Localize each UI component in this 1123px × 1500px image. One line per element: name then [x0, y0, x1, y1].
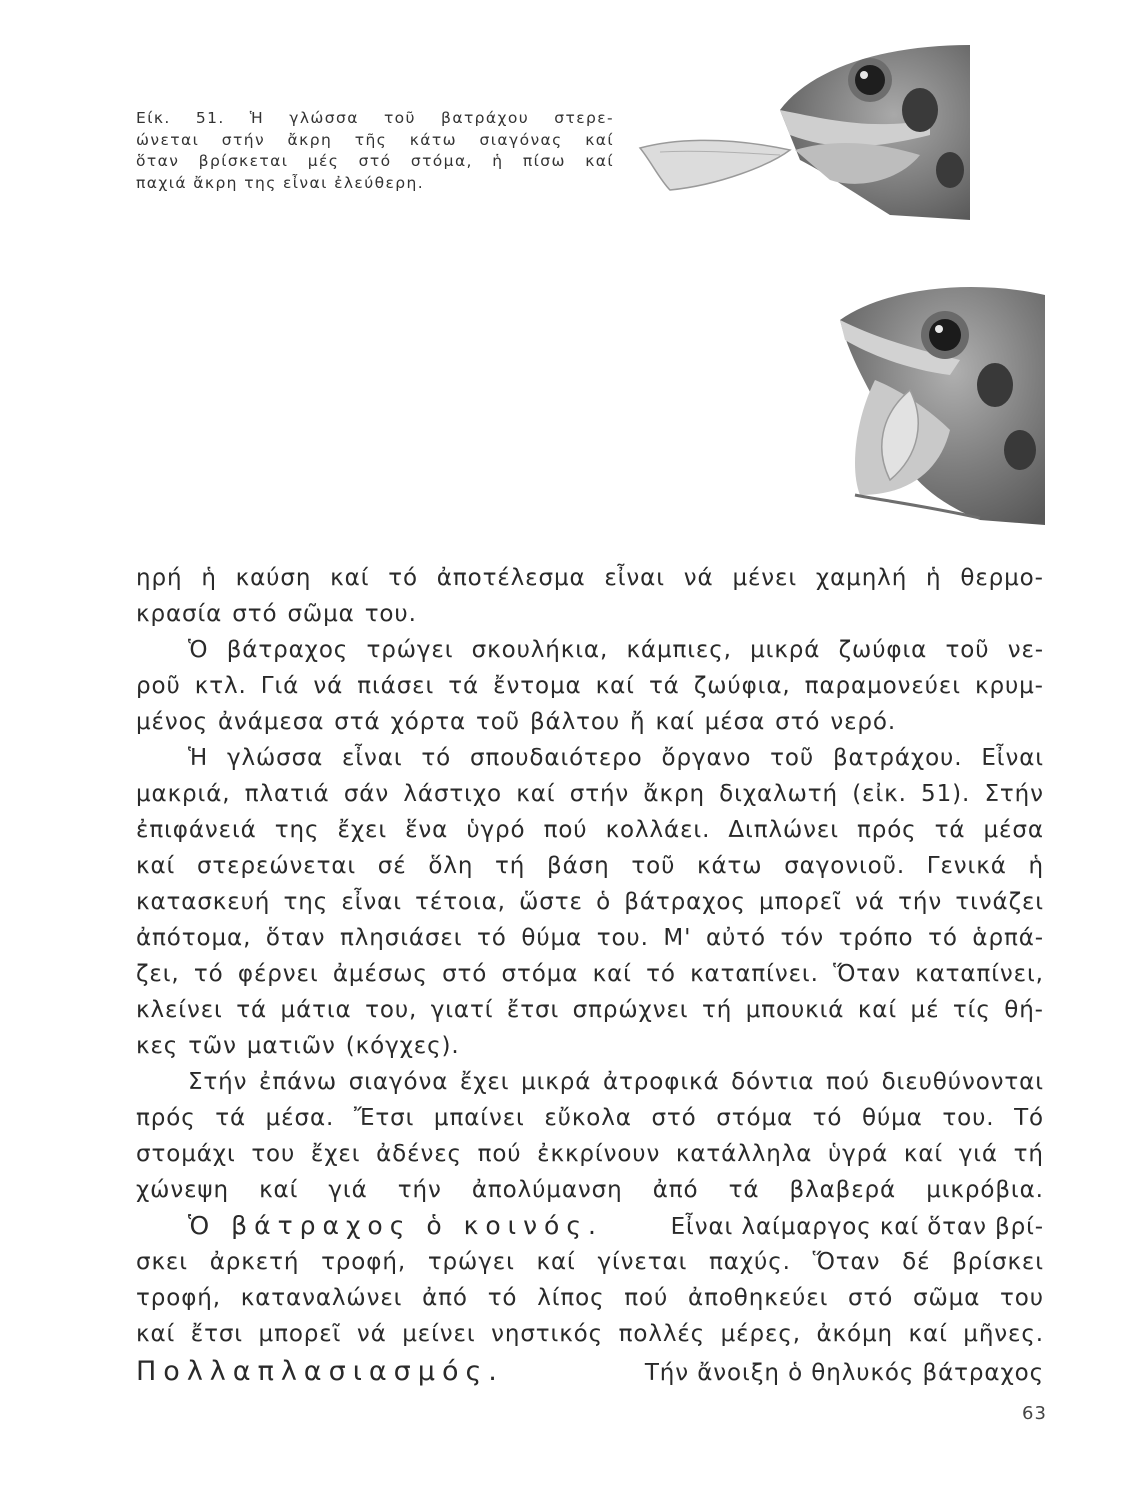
word: τρώγει	[427, 1249, 515, 1275]
word: μικρόβια.	[926, 1177, 1044, 1203]
text-fragment: Εἶναι λαίμαργος καί ὅταν βρί-	[670, 1214, 1044, 1240]
word: μπαίνει	[433, 1105, 525, 1131]
word: τό	[193, 961, 224, 987]
word: μικρά	[521, 1069, 592, 1095]
word: Μ'	[663, 925, 692, 951]
word: ὄργανο	[661, 745, 752, 771]
word: μέσα.	[265, 1105, 335, 1131]
word: τινάζει	[955, 889, 1044, 915]
word: ἡ	[926, 565, 942, 591]
word: καί	[595, 673, 635, 699]
text-line	[136, 1028, 1044, 1064]
word: τροφή,	[321, 1249, 407, 1275]
word: νά	[356, 1321, 387, 1347]
word: ὁ	[596, 889, 612, 915]
word: ζωύφια,	[693, 673, 791, 699]
word: σπρώχνει	[572, 997, 689, 1023]
word: τοῦ	[631, 853, 676, 879]
word: ἀμέσως	[332, 961, 428, 987]
word: ὅλη	[428, 853, 474, 879]
word: μπορεῖ	[258, 1321, 342, 1347]
word: Ἔτσι	[353, 1105, 415, 1131]
text-line	[136, 668, 1044, 704]
word: μέσα	[983, 817, 1044, 843]
word: θύμα	[861, 1105, 923, 1131]
word: του	[251, 1141, 296, 1167]
word: μέρες,	[720, 1321, 801, 1347]
word: πιάσει	[357, 673, 435, 699]
page-number: 63	[1022, 1403, 1047, 1424]
word: χώνεψη	[136, 1177, 229, 1203]
word: βάτραχος	[624, 889, 746, 915]
word: τρόπο	[838, 925, 914, 951]
word: Στήν	[984, 781, 1044, 807]
word: κρυμ-	[974, 673, 1044, 699]
word: ἔχει	[337, 817, 388, 843]
word: ἁρπά-	[972, 925, 1044, 951]
word: κολλάει.	[605, 817, 711, 843]
word: αὐτό	[705, 925, 766, 951]
caption-line: Είκ. 51. Ἡ γλώσσα τοῦ βατράχου στερε-	[136, 109, 614, 127]
word: (κόγχες).	[345, 1033, 460, 1059]
text-line	[136, 848, 1044, 884]
word: ὑγρό	[466, 817, 526, 843]
word: εἶναι	[341, 889, 402, 915]
word: εἶναι	[604, 565, 665, 591]
word: ἀκόμη	[816, 1321, 893, 1347]
word: σπουδαιότερο	[470, 745, 643, 771]
word: ηρή	[136, 565, 183, 591]
word: λάστιχο	[403, 781, 503, 807]
section-heading-pollaplasiasmos: Πολλαπλασιασμός.	[136, 1356, 504, 1387]
word: στά	[334, 709, 381, 735]
word: καί	[136, 1321, 176, 1347]
word: στό	[232, 601, 278, 627]
word: καί	[903, 1141, 944, 1167]
word: ἔχει	[459, 1069, 510, 1095]
word: καί	[516, 781, 556, 807]
word: του.	[596, 925, 649, 951]
word: γίνεται	[597, 1249, 688, 1275]
text-line	[136, 884, 1044, 920]
word: Στήν	[188, 1069, 248, 1095]
word: ἐπάνω	[259, 1069, 338, 1095]
word: ἀπό	[422, 1285, 468, 1311]
text-line	[136, 704, 1044, 740]
word: στόμα	[716, 1105, 794, 1131]
word: πρός	[856, 817, 917, 843]
word: δέ	[902, 1249, 931, 1275]
text-line	[136, 956, 1044, 992]
word: 51).	[921, 781, 971, 807]
word: καταναλώνει	[240, 1285, 403, 1311]
word: χαμηλή	[815, 565, 908, 591]
word: σιαγόνα	[348, 1069, 449, 1095]
word: ἕνα	[405, 817, 449, 843]
word: κτλ.	[194, 673, 247, 699]
frog-tongue-retracted-illustration	[630, 40, 980, 220]
word: πλατιά	[244, 781, 330, 807]
word: νερό.	[830, 709, 897, 735]
word: πού	[826, 1069, 870, 1095]
word: γιατί	[430, 997, 494, 1023]
figure-caption	[136, 108, 614, 194]
word: τά	[648, 673, 680, 699]
word: μέ	[910, 997, 940, 1023]
word: Ἡ	[188, 745, 209, 771]
word: καί	[259, 1177, 299, 1203]
word: ἄκρη	[643, 781, 705, 807]
text-line	[136, 560, 1044, 596]
text-line	[136, 1244, 1044, 1280]
word: διχαλωτή	[719, 781, 838, 807]
word: Εἶναι	[981, 745, 1044, 771]
word: Γιά	[260, 673, 300, 699]
text-line	[136, 1100, 1044, 1136]
word: τό	[388, 565, 418, 591]
text-line	[136, 1280, 1044, 1316]
word: καί	[330, 565, 370, 591]
word: Διπλώνει	[728, 817, 839, 843]
word: σκει	[136, 1249, 188, 1275]
word: τό	[421, 745, 452, 771]
word: στομάχι	[136, 1141, 236, 1167]
word: ζωύφια	[838, 637, 928, 663]
body-text	[136, 560, 1044, 1390]
word: ἀρκετή	[209, 1249, 300, 1275]
word: μέσα	[704, 709, 766, 735]
word: στερεώνεται	[196, 853, 357, 879]
word: πού	[543, 817, 588, 843]
word: παχύς.	[709, 1249, 791, 1275]
text-line	[136, 1316, 1044, 1352]
word: πολλές	[618, 1321, 706, 1347]
word: μακριά,	[136, 781, 231, 807]
word: μείνει	[402, 1321, 476, 1347]
word: πού	[477, 1141, 522, 1167]
word: ἔτσι	[506, 997, 560, 1023]
word: στήν	[569, 781, 630, 807]
word: ἀπό	[652, 1177, 699, 1203]
text-line	[136, 596, 1044, 632]
word: κλείνει	[136, 997, 223, 1023]
caption-line: ώνεται στήν ἄκρη τῆς κάτω σιαγόνας καί	[136, 130, 614, 149]
word: βλαβερά	[789, 1177, 897, 1203]
word: παραμονεύει	[804, 673, 961, 699]
word: πλησιάσει	[340, 925, 463, 951]
word: γλώσσα	[226, 745, 324, 771]
word: φέρνει	[237, 961, 319, 987]
word: καύση	[235, 565, 312, 591]
word: ἔχει	[310, 1141, 361, 1167]
word: κατασκευή	[136, 889, 271, 915]
word: τροφή,	[136, 1285, 221, 1311]
caption-line: παχιά ἄκρη της εἶναι ἐλεύθερη.	[136, 173, 425, 192]
word: βάλτου	[529, 709, 621, 735]
word: σέ	[377, 853, 407, 879]
word: μῆνες.	[963, 1321, 1044, 1347]
word: σῶμα	[287, 601, 355, 627]
caption-line: ὅταν βρίσκεται μές στό στόμα, ἡ πίσω καί	[136, 152, 614, 170]
word: βατράχου.	[832, 745, 963, 771]
word: τό	[646, 961, 676, 987]
word: ροῦ	[136, 673, 181, 699]
word: μένος	[136, 709, 208, 735]
word: Ὅταν	[812, 1249, 881, 1275]
word: βάση	[547, 853, 610, 879]
word: τά	[215, 1105, 247, 1131]
word: διευθύνονται	[881, 1069, 1044, 1095]
text-line	[136, 1172, 1044, 1208]
word: ἀτροφικά	[602, 1069, 720, 1095]
word: τά	[728, 1177, 760, 1203]
word: τή	[701, 997, 733, 1023]
word: τήν	[898, 889, 943, 915]
word: Τό	[1014, 1105, 1044, 1131]
word: τέτοια,	[415, 889, 506, 915]
word: ἔντομα	[493, 673, 582, 699]
word: τή	[1013, 1141, 1044, 1167]
word: καταπίνει,	[915, 961, 1044, 987]
word: Ὅταν	[833, 961, 901, 987]
text-fragment: Τήν ἄνοιξη ὁ θηλυκός βάτραχος	[644, 1360, 1044, 1386]
word: ἐπιφάνειά	[136, 817, 257, 843]
word: του	[1000, 1285, 1044, 1311]
word: ζει,	[136, 961, 180, 987]
word: τό	[477, 925, 507, 951]
word: ἔτσι	[190, 1321, 243, 1347]
word: σαγονιοῦ.	[784, 853, 906, 879]
word: μάτια	[280, 997, 352, 1023]
word: νά	[855, 889, 885, 915]
word: πού	[624, 1285, 669, 1311]
word: τρώγει	[366, 637, 454, 663]
word: θύμα	[521, 925, 583, 951]
word: τοῦ	[770, 745, 815, 771]
word: του.	[364, 601, 417, 627]
text-line	[136, 812, 1044, 848]
word: καί	[136, 853, 176, 879]
word: ὑγρά	[827, 1141, 889, 1167]
word: μπουκιά	[745, 997, 845, 1023]
word: καταπίνει.	[690, 961, 819, 987]
word: τή	[495, 853, 526, 879]
word: Γενικά	[926, 853, 1007, 879]
text-line	[136, 1136, 1044, 1172]
text-line	[136, 740, 1044, 776]
word: καί	[857, 997, 898, 1023]
word: σκουλήκια,	[471, 637, 609, 663]
text-line	[136, 632, 1044, 668]
word: θή-	[1004, 997, 1044, 1023]
word: μικρά	[750, 637, 821, 663]
word: στό	[442, 961, 488, 987]
word: ἀνάμεσα	[217, 709, 325, 735]
word: τό	[928, 925, 958, 951]
word: της	[283, 889, 329, 915]
word: του,	[365, 997, 418, 1023]
word: σῶμα	[913, 1285, 981, 1311]
word: τήν	[397, 1177, 442, 1203]
word: ὥστε	[519, 889, 583, 915]
word: κάτω	[697, 853, 763, 879]
word: καί	[592, 961, 632, 987]
word: καί	[908, 1321, 948, 1347]
word: χόρτα	[390, 709, 467, 735]
word: σάν	[343, 781, 390, 807]
word: εἶναι	[342, 745, 403, 771]
section-koinos-first-line	[136, 1208, 1044, 1244]
word: κατάλληλα	[675, 1141, 813, 1167]
word: ἀδένες	[376, 1141, 462, 1167]
word: τῶν	[188, 1033, 237, 1059]
word: κρασία	[136, 601, 223, 627]
word: ματιῶν	[246, 1033, 336, 1059]
word: κες	[136, 1033, 179, 1059]
word: τό	[812, 1105, 843, 1131]
text-line	[136, 776, 1044, 812]
word: τόν	[780, 925, 825, 951]
word: τά	[448, 673, 480, 699]
word: καί	[536, 1249, 576, 1275]
word: ἡ	[201, 565, 217, 591]
word: ἡ	[1028, 853, 1044, 879]
word: τοῦ	[945, 637, 990, 663]
word: ὅταν	[265, 925, 326, 951]
word: θερμο-	[960, 565, 1044, 591]
word: καί	[655, 709, 695, 735]
word: νά	[683, 565, 714, 591]
word: λίπος	[537, 1285, 605, 1311]
word: ἤ	[630, 709, 646, 735]
word: μένει	[732, 565, 798, 591]
word: τίς	[952, 997, 991, 1023]
word: γιά	[328, 1177, 368, 1203]
word: στό	[651, 1105, 697, 1131]
word: της	[274, 817, 320, 843]
word: νηστικός	[491, 1321, 604, 1347]
word: πρός	[136, 1105, 196, 1131]
word: ἀποτέλεσμα	[436, 565, 586, 591]
word: του.	[942, 1105, 995, 1131]
word: Ὁ	[188, 637, 209, 663]
word: ἀποθηκεύει	[688, 1285, 829, 1311]
word: (εἰκ.	[852, 781, 907, 807]
word: βρίσκει	[952, 1249, 1044, 1275]
word: τά	[934, 817, 966, 843]
word: γιά	[958, 1141, 998, 1167]
word: ἐκκρίνουν	[537, 1141, 661, 1167]
word: τοῦ	[476, 709, 520, 735]
word: εὔκολα	[544, 1105, 632, 1131]
word: τό	[487, 1285, 518, 1311]
word: νε-	[1007, 637, 1044, 663]
word: νά	[313, 673, 344, 699]
word: κάμπιες,	[626, 637, 732, 663]
word: τά	[236, 997, 268, 1023]
word: ἀπότομα,	[136, 925, 252, 951]
text-line	[136, 1064, 1044, 1100]
word: ἀπολύμανση	[471, 1177, 623, 1203]
text-line	[136, 920, 1044, 956]
text-line	[136, 992, 1044, 1028]
word: στό	[848, 1285, 894, 1311]
frog-tongue-extended-illustration	[780, 280, 1045, 525]
section-heading-koinos: Ὁ βάτραχος ὁ κοινός.	[188, 1211, 603, 1240]
section-pollaplasiasmos-first-line	[136, 1354, 1044, 1390]
word: μπορεῖ	[759, 889, 842, 915]
word: δόντια	[731, 1069, 815, 1095]
word: στό	[775, 709, 821, 735]
word: στόμα	[501, 961, 579, 987]
word: βάτραχος	[226, 637, 349, 663]
